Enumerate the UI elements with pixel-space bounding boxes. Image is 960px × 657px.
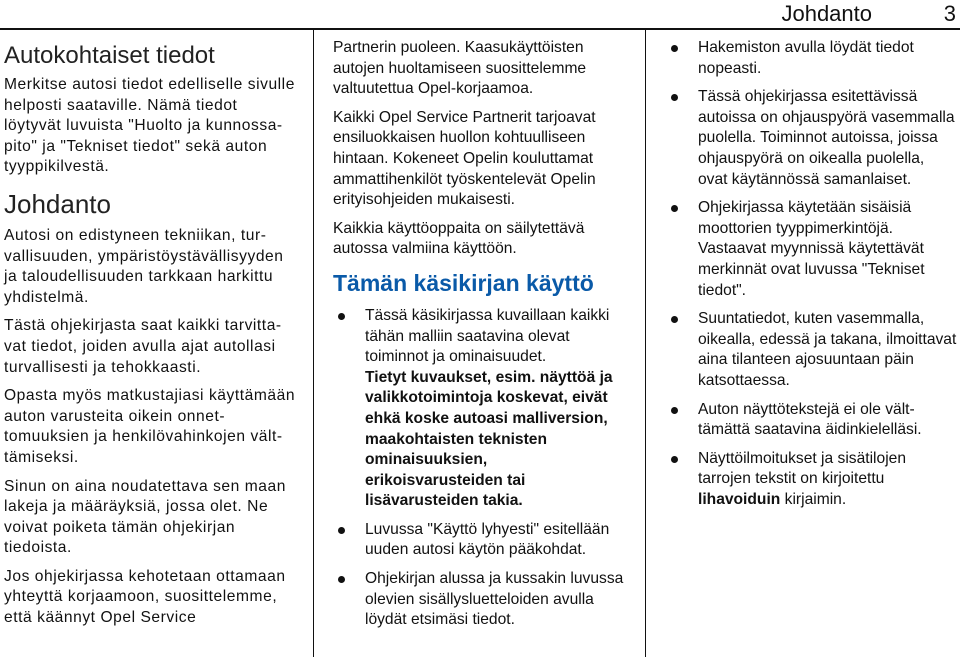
list-item-text: Auton näyttötekstejä ei ole välttämättä saatavina äidinkielelläsi. [698, 400, 922, 439]
bold-line: maakohtaisten teknisten [365, 430, 547, 448]
list-item-bold-text: lihavoiduin [698, 490, 781, 508]
list-item [666, 87, 958, 190]
paragraph: Kaikkia käyttöoppaita on säilytettävä autossa valmiina käyttöön. [333, 219, 585, 258]
list-item [666, 309, 958, 391]
middle-column [333, 38, 625, 657]
list-item [666, 38, 958, 79]
bullet-icon [671, 45, 678, 52]
running-head [0, 0, 960, 28]
header-rule [0, 28, 960, 30]
list-item-text: Tässä ohjekirjassa esitettävissä autoissa on ohjauspyörä vasemmalla puolella. Toiminnot autoissa, joissa ohjauspyörä on oikealla puolella, ovat käytännössä samanlaiset. [698, 88, 955, 188]
list-item-text: Suuntatiedot, kuten vasemmalla, oikealla, edessä ja takana, ilmoittavat aina tilanteen ajosuuntaan päin katsottaessa. [698, 310, 957, 389]
list-item-text: Tässä käsikirjassa kuvaillaan kaikki tähän malliin saatavina olevat toiminnot ja ominaisuudet. [365, 306, 610, 366]
bullet-icon [671, 205, 678, 212]
bullet-icon [338, 576, 345, 583]
paragraph: Merkitse autosi tiedot edelliselle sivulle helposti saataville. Nämä tiedot löytyvät luvuista "Huolto ja kunnossapito" ja "Tekniset tiedot" sekä auton tyyppikilvestä. [4, 76, 295, 176]
list-item [333, 306, 625, 512]
paragraph: Opasta myös matkustajiasi käyttämään auton varusteita oikein onnettomuuksien ja henkilövahinkojen välttämiseksi. [4, 387, 296, 466]
section-heading-using-manual: Tämän käsikirjan käyttö [333, 269, 594, 296]
section-heading-introduction: Johdanto [4, 188, 111, 219]
list-item-text: Ohjekirjassa käytetään sisäisiä moottorien tyyppimerkintöjä. Vastaavat myynnissä käytettävät merkinnät ovat luvussa "Tekniset tiedot". [698, 199, 925, 299]
list-item [666, 400, 958, 441]
left-column [4, 38, 296, 657]
paragraph: Kaikki Opel Service Partnerit tarjoavat ensiluokkaisen huollon kohtuulliseen hintaan. Kokeneet Opelin kouluttamat ammattihenkilöt työskentelevät Opelin erityisohjeiden mukaisesti. [333, 108, 596, 209]
paragraph: Sinun on aina noudatettava sen maan lakeja ja määräyksiä, jossa olet. Ne voivat poiketa tämän ohjekirjan tiedoista. [4, 477, 286, 557]
list-item [666, 449, 958, 511]
bold-line: ominaisuuksien, [365, 451, 488, 469]
paragraph: Tästä ohjekirjasta saat kaikki tarvittavat tiedot, joiden avulla ajat autollasi turvallisesti ja tehokkaasti. [4, 317, 282, 376]
bold-line: ehkä koske autoasi malliversion, [365, 409, 608, 427]
paragraph: Autosi on edistyneen tekniikan, turvallisuuden, ympäristöystävällisyyden ja taloudellisuuden tarkkaan harkittu yhdistelmä. [4, 226, 284, 306]
list-item-text: Ohjekirjan alussa ja kussakin luvussa olevien sisällysluetteloiden avulla löydät etsimäsi tiedot. [365, 570, 624, 629]
bullet-list [666, 38, 958, 510]
page-number: 3 [943, 1, 956, 26]
bullet-icon [671, 456, 678, 463]
list-item-bold-text [365, 368, 625, 512]
bold-line: lisävarusteiden takia. [365, 492, 523, 510]
list-item [333, 520, 625, 561]
list-item [666, 198, 958, 301]
bullet-icon [671, 94, 678, 101]
list-item-text: Luvussa "Käyttö lyhyesti" esitellään uuden autosi käytön pääkohdat. [365, 520, 610, 559]
bullet-icon [671, 316, 678, 323]
list-item-text: Hakemiston avulla löydät tiedot nopeasti. [698, 39, 914, 77]
paragraph: Jos ohjekirjassa kehotetaan ottamaan yhteyttä korjaamoon, suosittelemme, että käännyt Opel Service [4, 567, 286, 627]
bold-line: Tietyt kuvaukset, esim. näyttöä ja [365, 368, 613, 386]
bullet-icon [338, 313, 345, 320]
bullet-icon [338, 527, 345, 534]
list-item [333, 569, 625, 631]
bullet-list [333, 306, 625, 631]
right-column [666, 38, 958, 657]
section-heading-vehicle-details: Autokohtaiset tiedot [4, 42, 215, 69]
bullet-icon [671, 407, 678, 414]
paragraph: Partnerin puoleen. Kaasukäyttöisten autojen huoltamiseen suosittelemme valtuutettua Opel-korjaamoa. [333, 39, 587, 98]
running-head-section-title: Johdanto [781, 1, 872, 26]
list-item-text: kirjaimin. [784, 490, 847, 508]
column-divider [645, 30, 646, 657]
list-item-text: Näyttöilmoitukset ja sisätilojen tarrojen tekstit on kirjoitettu [698, 449, 907, 488]
column-divider [313, 30, 314, 657]
bold-line: erikoisvarusteiden tai [365, 471, 526, 489]
bold-line: valikkotoimintoja koskevat, eivät [365, 389, 608, 407]
